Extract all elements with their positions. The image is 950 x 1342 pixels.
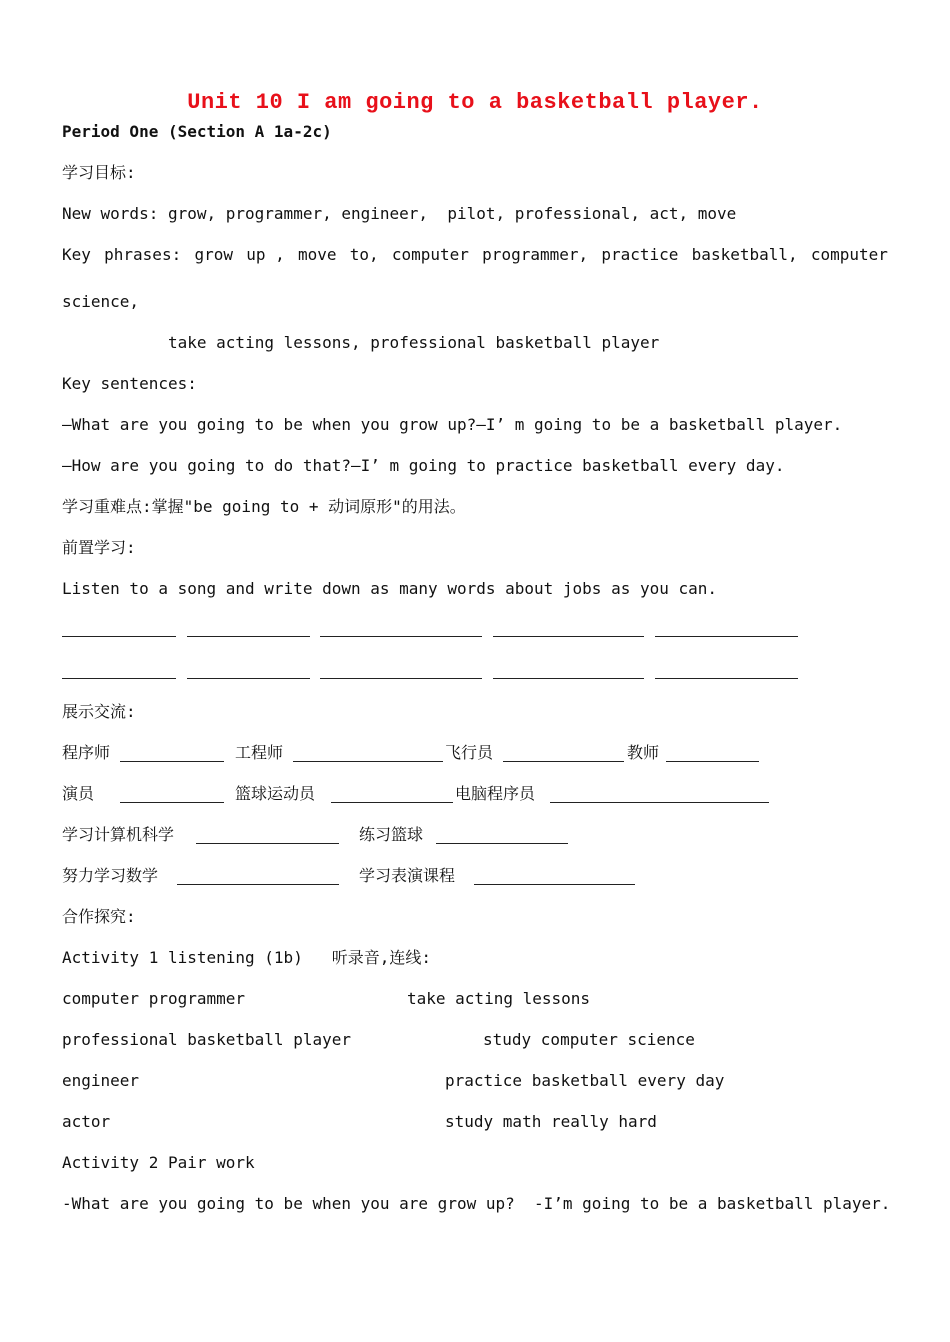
activity2-line: -What are you going to be when you are grow up? -I’m going to be a basketball player. xyxy=(62,1194,891,1213)
answer-blank[interactable] xyxy=(320,636,482,637)
answer-blank[interactable] xyxy=(474,884,635,885)
answer-blank[interactable] xyxy=(666,761,759,762)
answer-blank[interactable] xyxy=(655,678,798,679)
answer-blank[interactable] xyxy=(331,802,453,803)
kp-word: computer xyxy=(391,245,469,264)
answer-blank[interactable] xyxy=(177,884,339,885)
preview-task: Listen to a song and write down as many words about jobs as you can. xyxy=(62,579,718,598)
answer-blank[interactable] xyxy=(120,802,224,803)
answer-blank[interactable] xyxy=(320,678,482,679)
answer-blank[interactable] xyxy=(62,678,176,679)
answer-blank[interactable] xyxy=(62,636,176,637)
document-title: Unit 10 I am going to a basketball player. xyxy=(187,90,763,115)
match-left-item: professional basketball player xyxy=(62,1030,351,1049)
cooperate-label: 合作探究: xyxy=(62,907,136,926)
answer-blank[interactable] xyxy=(196,843,339,844)
match-left-item: actor xyxy=(62,1112,111,1131)
kp-word: grow xyxy=(194,245,233,264)
fill-basketball-player: 篮球运动员 xyxy=(235,784,316,803)
sentence-1: —What are you going to be when you grow up?—I’ m going to be a basketball player. xyxy=(62,415,843,434)
period-heading: Period One (Section A 1a-2c) xyxy=(62,122,332,141)
preview-label: 前置学习: xyxy=(62,538,136,557)
kp-word: Key xyxy=(62,245,91,264)
activity2-title: Activity 2 Pair work xyxy=(62,1153,255,1172)
answer-blank[interactable] xyxy=(550,802,769,803)
key-phrases-cont2: take acting lessons, professional basketball player xyxy=(168,333,660,352)
key-phrases-cont: science, xyxy=(62,292,140,311)
fill-teacher: 教师 xyxy=(627,743,660,762)
kp-word: up , xyxy=(246,245,285,264)
activity1-title: Activity 1 listening (1b) 听录音,连线: xyxy=(62,948,431,967)
key-sentences-label: Key sentences: xyxy=(62,374,197,393)
match-left-item: engineer xyxy=(62,1071,140,1090)
new-words-line: New words: grow, programmer, engineer, pilot, professional, act, move xyxy=(62,204,737,223)
match-right-item: study math really hard xyxy=(445,1112,657,1131)
match-right-item: practice basketball every day xyxy=(445,1071,725,1090)
objectives-label: 学习目标: xyxy=(62,163,136,182)
answer-blank[interactable] xyxy=(493,678,644,679)
match-right-item: study computer science xyxy=(483,1030,695,1049)
answer-blank[interactable] xyxy=(293,761,443,762)
answer-blank[interactable] xyxy=(503,761,624,762)
fill-computer-programmer: 电脑程序员 xyxy=(455,784,536,803)
fill-acting-lessons: 学习表演课程 xyxy=(359,866,456,885)
fill-pilot: 飞行员 xyxy=(445,743,494,762)
kp-word: computer xyxy=(810,245,888,264)
kp-word: practice xyxy=(601,245,679,264)
kp-word: to, xyxy=(349,245,379,264)
key-phrases-line xyxy=(62,245,888,265)
focus-line: 学习重难点:掌握"be going to + 动词原形"的用法。 xyxy=(62,497,466,516)
answer-blank[interactable] xyxy=(120,761,224,762)
answer-blank[interactable] xyxy=(493,636,644,637)
kp-word: move xyxy=(297,245,337,264)
sentence-2: —How are you going to do that?—I’ m going to practice basketball every day. xyxy=(62,456,785,475)
fill-study-cs: 学习计算机科学 xyxy=(62,825,175,844)
kp-word: phrases: xyxy=(104,245,182,264)
kp-word: basketball, xyxy=(691,245,798,264)
answer-blank[interactable] xyxy=(655,636,798,637)
fill-actor: 演员 xyxy=(62,784,95,803)
fill-programmer: 程序师 xyxy=(62,743,111,762)
fill-practice-basketball: 练习篮球 xyxy=(359,825,424,844)
answer-blank[interactable] xyxy=(187,678,310,679)
match-left-item: computer programmer xyxy=(62,989,246,1008)
kp-word: programmer, xyxy=(482,245,589,264)
match-right-item: take acting lessons xyxy=(407,989,591,1008)
fill-study-math: 努力学习数学 xyxy=(62,866,159,885)
answer-blank[interactable] xyxy=(187,636,310,637)
show-label: 展示交流: xyxy=(62,702,136,721)
fill-engineer: 工程师 xyxy=(235,743,284,762)
answer-blank[interactable] xyxy=(436,843,568,844)
